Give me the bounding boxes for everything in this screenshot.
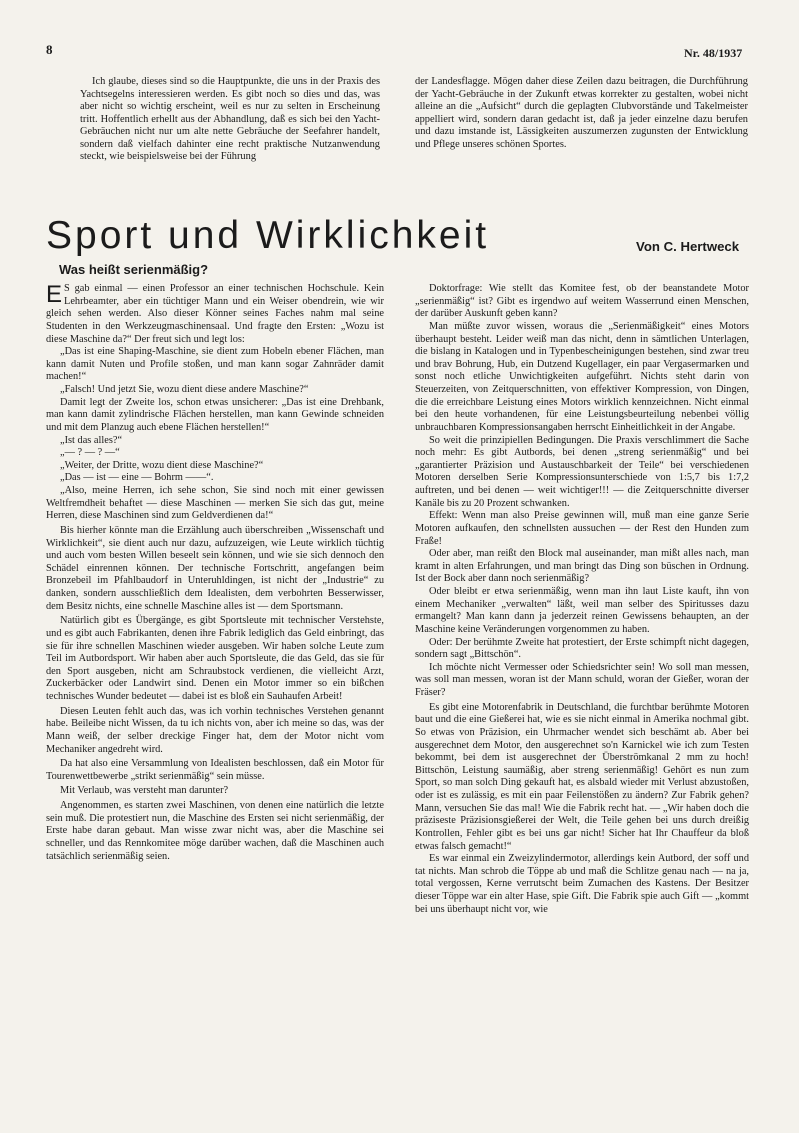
- page-number: 8: [46, 42, 53, 57]
- paragraph: Ich glaube, dieses sind so die Hauptpunkte, die uns in der Praxis des Yachtsegelns interessieren werden. Es gibt noch so dies und das, was aber nicht so wichtig erscheint, weil es nur zu selten in Erscheinung tritt. Hoffentlich erhellt aus der Abhandlung, daß es sich bei den Yacht-Gebräuchen nicht nur um alte nette Gebräuche der Seefahrer handelt, sondern daß vielfach dahinter eine recht praktische Nutzanwendung steckt, wie beispielsweise bei der Führung: [80, 76, 380, 163]
- drop-cap: E: [46, 281, 63, 308]
- paragraph: Damit legt der Zweite los, schon etwas unsicherer: „Das ist eine Drehbank, man kann damit zylindrische Flächen herstellen, man kann Gewinde schneiden und mit dem Planzug auch ebene Flächen herstellen!“: [46, 396, 384, 433]
- paragraph: Es gibt eine Motorenfabrik in Deutschland, die furchtbar berühmte Motoren baut und die eine Gießerei hat, wie es sie nicht einmal in Amerika nochmal gibt. So etwas von Präzision, ein Uhrmacher wendet sich beschämt ab. Aber bei ausgerechnet dem Motor, den ausgerechnet so'n Karnickel wie ich zum Testen bekommt, bei dem ist ausgerechnet der Überströmkanal 2 mm zu hoch! Bittschön, Leistung saumäßig, aber streng serienmäßig! Gehört es nun zum Sport, so man solch Ding gekauft hat, es alsbald wieder mit Verlust abzustoßen, oder ist es zulässig, es mit ein paar Feilenstößen zu ändern? Zur Fabrik gehen? Mann, versuchen Sie das mal! Wie die Fabrik recht hat. — „Wir haben doch die präziseste Präzisionsgießerei der Welt, die Teile gehen bei uns durch dreißig Kontrollen, Fehler gibt es bei uns gar nicht! Sicher hat Ihr Chauffeur da bloß etwas falsch gemacht!“: [415, 701, 749, 852]
- paragraph: Angenommen, es starten zwei Maschinen, von denen eine natürlich die letzte sein muß. Die protestiert nun, die Maschine des Ersten sei nicht serienmäßig, der Erste habe daran gebaut. Man wisse zwar nicht was, aber die Maschine sei schneller, und das Rennkomitee möge darüber wachen, daß die Maschinen auch tatsächlich serienmäßig seien.: [46, 800, 384, 862]
- paragraph: Da hat also eine Versammlung von Idealisten beschlossen, daß ein Motor für Tourenwettbewerbe „strikt serienmäßig“ sein müsse.: [46, 758, 384, 782]
- paragraph: Doktorfrage: Wie stellt das Komitee fest, ob der beanstandete Motor „serienmäßig“ ist? Gibt es irgendwo auf weitem Wasserrund einen Menschen, der darüber Auskunft geben kann?: [415, 283, 749, 320]
- paragraph: Es war einmal ein Zweizylindermotor, allerdings kein Autbord, der soff und tat nichts. Man schrob die Töppe ab und maß die Schlitze genau nach — na ja, total vergossen, Kerne verrutscht beim Zumachen des Kastens. Der Besitzer dieser Töppe war ein alter Hase, spie Gift. Die Fabrik spie auch Gift — „kommt bei uns überhaupt nicht vor, wie: [415, 853, 749, 915]
- paragraph: Oder: Der berühmte Zweite hat protestiert, der Erste schimpft nicht dagegen, sondern sagt „Bittschön“.: [415, 636, 749, 661]
- paragraph: [46, 283, 384, 346]
- paragraph: Ich möchte nicht Vermesser oder Schiedsrichter sein! Wo soll man messen, was soll man messen, woran ist der Mann schuld, woran der Gießer, woran der Fräser?: [415, 661, 749, 698]
- issue-number: Nr. 48/1937: [684, 46, 743, 60]
- paragraph: „Das — ist — eine — Bohrm ——“.: [60, 472, 214, 484]
- paragraph: Oder aber, man reißt den Block mal auseinander, man mißt alles nach, man kramt in alten Erfahrungen, und man bringt das Ding son büschen in Ordnung. Ist der Bock aber dann noch serienmäßig?: [415, 548, 749, 585]
- paragraph: So weit die prinzipiellen Bedingungen. Die Praxis verschlimmert die Sache noch mehr: Es gibt Autbords, bei denen „streng serienmäßig“ und bei „garantierter Präzision und Austauschbarkeit der Teile“ bei verschiedenen Motoren derselben Serie Kompressionsunterschiede von 1:5,7 bis 1:7,2 auftreten, und bei denen — weit wichtiger!!! — die Zeitquerschnitte diverser Kanäle bis zu 20 Prozent schwanken.: [415, 434, 749, 509]
- paragraph: „— ? — ? —“: [60, 447, 120, 459]
- paragraph: Oder bleibt er etwa serienmäßig, wenn man ihn laut Liste kauft, ihn von einem Mechaniker „verwalten“ läßt, weil man selber des Spiritusses dazu ermangelt? Man kann dann ja jederzeit reinen Gewissens behaupten, an der Maschine keine Veränderungen vorgenommen zu haben.: [415, 586, 749, 635]
- paragraph: „Also, meine Herren, ich sehe schon, Sie sind noch mit einer gewissen Weltfremdheit behaftet — diese Maschinen — merken Sie sich das gut, meine Herren, diese Maschinen sind zum Geldverdienen da!“: [46, 485, 384, 522]
- previous-article-text-left: [80, 76, 380, 164]
- paragraph: der Landesflagge. Mögen daher diese Zeilen dazu beitragen, die Durchführung der Yacht-Gebräuche in der Zukunft etwas korrekter zu gestalten, wobei nicht alleine an die „Aufsicht“ durch die geplagten Clubvorstände und Takelmeister appelliert wird, sondern daran gedacht ist, daß ja jeder einzelne dazu berufen und dazu imstande ist, Lässigkeiten auszumerzen zugunsten der Entwicklung und Pflege unseres schönen Sportes.: [415, 76, 748, 150]
- paragraph: Natürlich gibt es Übergänge, es gibt Sportsleute mit technischer Verstehste, und es gibt auch Fabrikanten, denen ihre Fabrik lediglich das Geld einbringt, das sie für ihre schnellen Maschinen wieder ausgeben. Wir haben solche Leute zum Teil im Autbordsport. Wir haben aber auch Sportsleute, die das Geld, das sie für den Sport ausgeben, nicht am Schraubstock verdienen, die vielleicht Arzt, Zuckerbäcker oder Landwirt sind. Denen ein Motor immer so ein bißchen technisches Wunder bedeutet — dabei ist es bloß ein Sauhaufen Arbeit!: [46, 615, 384, 702]
- paragraph: Bis hierher könnte man die Erzählung auch überschreiben „Wissenschaft und Wirklichkeit“, sie dient auch nur dazu, aufzuzeigen, wie Leute wirklich tüchtig und auch vom besten Willen beseelt sein können, und wie sie sich dennoch den Schädel einrennen können. Der technische Fortschritt, angefangen beim Bronzebeil im Pfahlbaudorf in Unteruhldingen, ist nicht der „Industrie“ zu danken, sondern ausschließlich dem Idealisten, dem verbohrten Besserwisser, dem Besitz nichts, eine schnelle Maschine alles ist — dem Sportsmann.: [46, 524, 384, 612]
- paragraph: Man müßte zuvor wissen, woraus die „Serienmäßigkeit“ eines Motors überhaupt besteht. Leider weiß man das nicht, denn in sämtlichen Unterlagen, die bislang in Katalogen und in Typenbescheinigungen bestehen, sind zwar treu und brav Bohrung, Hub, ein Dutzend Kugellager, ein paar Vergasermarken und sonst noch etliche Unwichtigkeiten aufgeführt. Nichts steht darin von Steuerzeiten, von Zeitquerschnitten, von effektiver Kompression, von Dingen, die die erreichbare Leistung eines Motors wirklich kennzeichnen. Nicht einmal bei den heute vorhandenen, für eine Leistungsbeurteilung nebenbei völlig unbrauchbaren Kompressionsangaben herrscht Einheitlichkeit in der Angabe.: [415, 320, 749, 433]
- paragraph: Diesen Leuten fehlt auch das, was ich vorhin technisches Verstehen genannt habe. Beileibe nicht Wissen, da tu ich nichts von, aber ich meine so das, was der Mann weiß, der selber dreckige Finger hat, dem der Motor nicht vom Mechaniker angedreht wird.: [46, 705, 384, 755]
- paragraph: Mit Verlaub, was versteht man darunter?: [60, 785, 229, 797]
- paragraph-text: S gab einmal — einen Professor an einer technischen Hochschule. Kein Lehrbeamter, aber ein tüchtiger Mann und ein Weiser obendrein, wie wir gleich sehen werden. Also dieser Könner seines Faches nahm mal seine Studenten in den Werkzeugmaschinensaal. Und fragte den Ersten: „Wozu ist diese Maschine da?“ Der freut sich und legt los:: [46, 283, 384, 345]
- paragraph: Effekt: Wenn man also Preise gewinnen will, muß man eine ganze Serie Motoren aufkaufen, den schnellsten aussuchen — der Rest den Hunden zum Fraße!: [415, 510, 749, 547]
- paragraph: „Falsch! Und jetzt Sie, wozu dient diese andere Maschine?“: [60, 384, 309, 395]
- paragraph: „Ist das alles?“: [60, 434, 123, 446]
- article-subtitle: Was heißt serienmäßig?: [59, 262, 209, 277]
- article-column-left: [46, 283, 384, 863]
- article-title: Sport und Wirklichkeit: [46, 214, 490, 257]
- paragraph: „Das ist eine Shaping-Maschine, sie dient zum Hobeln ebener Flächen, man kann damit Nuten und Profile stoßen, und man kann sogar Zahnräder damit machen!“: [46, 346, 384, 383]
- previous-article-text-right: [415, 76, 748, 151]
- paragraph: „Weiter, der Dritte, wozu dient diese Maschine?“: [60, 459, 264, 471]
- article-column-right: [415, 283, 749, 916]
- article-author: Von C. Hertweck: [636, 239, 740, 254]
